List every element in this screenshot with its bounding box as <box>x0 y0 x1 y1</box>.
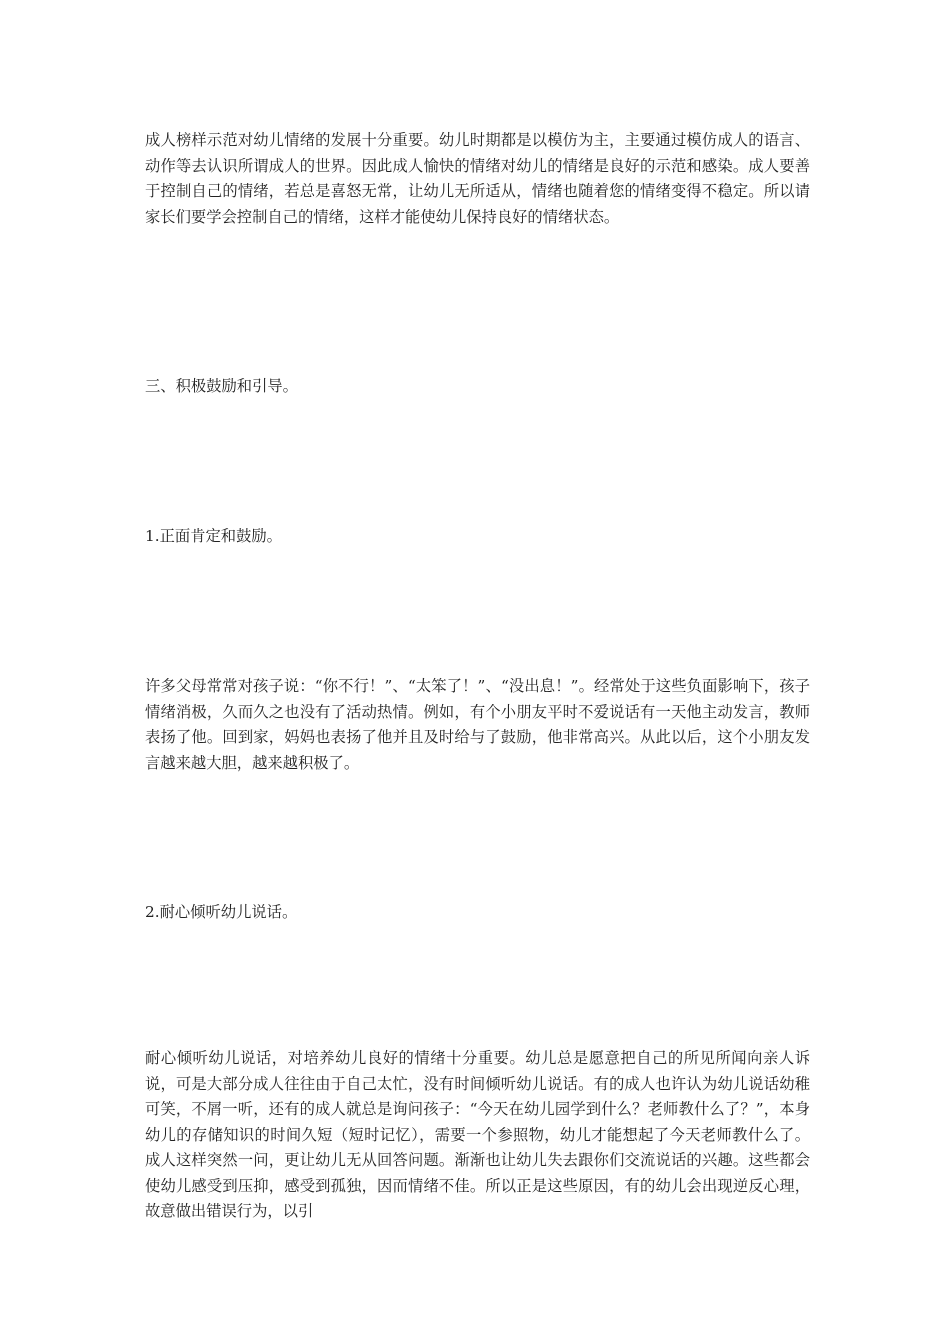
paragraph-positive-affirmation: 许多父母常常对孩子说：“你不行！”、“太笨了！”、“没出息！”。经常处于这些负面影响下，孩子情绪消极，久而久之也没有了活动热情。例如，有个小朋友平时不爱说话有一天他主动发言，教师表扬了他。回到家，妈妈也表扬了他并且及时给与了鼓励，他非常高兴。从此以后，这个小朋友发言越来越大胆，越来越积极了。 <box>145 677 810 772</box>
section-heading-encourage-guide: 三、积极鼓励和引导。 <box>145 377 298 395</box>
paragraph-role-model: 成人榜样示范对幼儿情绪的发展十分重要。幼儿时期都是以模仿为主，主要通过模仿成人的语言、动作等去认识所谓成人的世界。因此成人愉快的情绪对幼儿的情绪是良好的示范和感染。成人要善于控制自己的情绪，若总是喜怒无常，让幼儿无所适从，情绪也随着您的情绪变得不稳定。所以请家长们要学会控制自己的情绪，这样才能使幼儿保持良好的情绪状态。 <box>145 131 810 226</box>
subheading-patient-listening: 2.耐心倾听幼儿说话。 <box>145 903 298 921</box>
subheading-positive-affirmation: 1.正面肯定和鼓励。 <box>145 527 282 545</box>
paragraph-patient-listening: 耐心倾听幼儿说话，对培养幼儿良好的情绪十分重要。幼儿总是愿意把自己的所见所闻向亲人诉说，可是大部分成人往往由于自己太忙，没有时间倾听幼儿说话。有的成人也许认为幼儿说话幼稚可笑，不屑一听，还有的成人就总是询问孩子：“今天在幼儿园学到什么？老师教什么了？”，本身幼儿的存储知识的时间久短（短时记忆），需要一个参照物，幼儿才能想起了今天老师教什么了。成人这样突然一问，更让幼儿无从回答问题。渐渐也让幼儿失去跟你们交流说话的兴趣。这些都会使幼儿感受到压抑，感受到孤独，因而情绪不佳。所以正是这些原因，有的幼儿会出现逆反心理，故意做出错误行为，以引 <box>145 1049 810 1220</box>
